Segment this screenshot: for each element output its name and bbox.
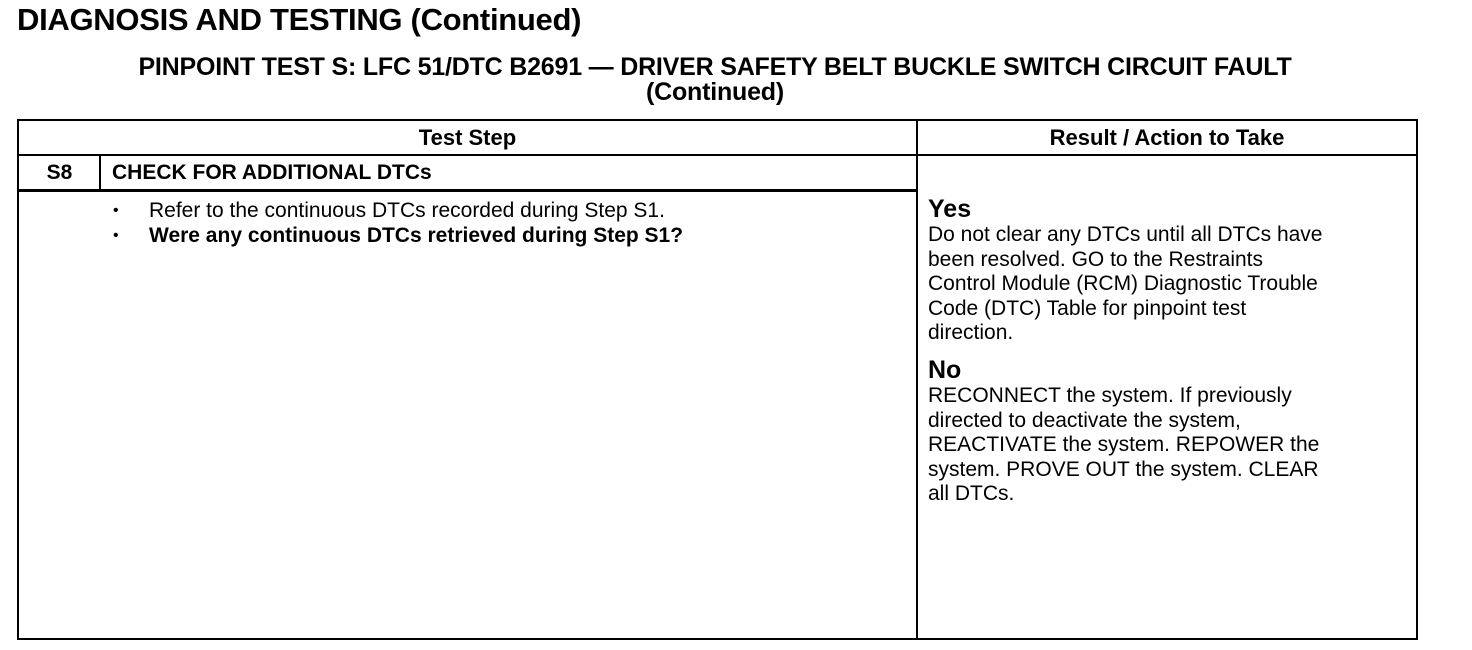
pinpoint-test-title: [20, 55, 1410, 105]
result-yes: [928, 195, 1418, 346]
result-action-header: Result / Action to Take: [1049, 125, 1285, 150]
result-no-line: REACTIVATE the system. REPOWER the: [928, 433, 1320, 456]
instruction-text: Refer to the continuous DTCs recorded during Step S1.: [149, 199, 665, 222]
page-title: DIAGNOSIS AND TESTING (Continued): [17, 2, 582, 37]
result-yes-line: direction.: [928, 321, 1014, 344]
result-no-label: No: [928, 356, 962, 384]
result-yes-line: Code (DTC) Table for pinpoint test: [928, 296, 1247, 320]
column-divider: [916, 119, 918, 640]
test-step-header: Test Step: [418, 125, 517, 150]
pinpoint-test-continued-label: (Continued): [645, 78, 785, 106]
result-no-line: directed to deactivate the system,: [928, 408, 1241, 432]
step-instructions: [110, 198, 683, 248]
result-no-line: RECONNECT the system. If previously: [928, 384, 1292, 407]
result-yes-line: been resolved. GO to the Restraints: [928, 247, 1264, 271]
result-no-line: all DTCs.: [928, 482, 1015, 505]
list-item: [110, 223, 683, 248]
result-yes-line: Do not clear any DTCs until all DTCs have: [928, 223, 1323, 246]
bullet-icon: •: [113, 202, 119, 219]
result-no-line: system. PROVE OUT the system. CLEAR: [928, 457, 1319, 481]
result-no-action: [928, 384, 1418, 507]
step-id: S8: [46, 161, 73, 184]
result-yes-action: [928, 223, 1418, 346]
result-yes-label: Yes: [928, 195, 972, 223]
table-header-divider: [17, 154, 1418, 156]
step-title: CHECK FOR ADDITIONAL DTCs: [112, 161, 432, 184]
bullet-icon: •: [113, 227, 119, 244]
pinpoint-test-title-line: PINPOINT TEST S: LFC 51/DTC B2691 — DRIVER SAFETY BELT BUCKLE SWITCH CIRCUIT FAULT: [138, 53, 1292, 81]
step-header-divider: [17, 189, 918, 192]
result-no: [928, 356, 1418, 507]
result-yes-line: Control Module (RCM) Diagnostic Trouble: [928, 272, 1318, 295]
question-text: Were any continuous DTCs retrieved during Step S1?: [149, 224, 684, 247]
list-item: [110, 198, 683, 223]
